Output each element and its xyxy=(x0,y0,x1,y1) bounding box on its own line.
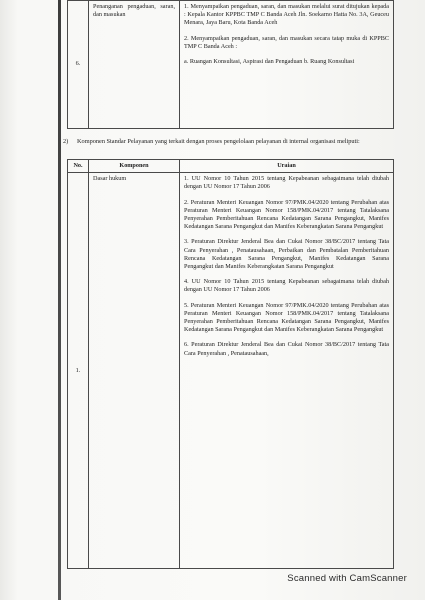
paragraph: 5. Peraturan Menteri Keuangan Nomor 97/PMK.04/2020 tentang Perubahan atas Peraturan Menteri Keuangan Nomor 158/PMK.04/2017 tentang Tatalaksana Penyerahan Pemberitahuan Rencana Kedatangan Sarana Pengangkut, Manifes Kedatangan Sarana Pengangkut dan Manifes Keberangkatan Sarana Pengangkut xyxy=(184,301,389,334)
row-number: 6. xyxy=(68,1,89,129)
description-cell xyxy=(180,1,394,129)
page-edge-shadow xyxy=(58,0,61,600)
header-no: No. xyxy=(68,160,89,173)
row-number: 1. xyxy=(68,173,89,569)
table-header-row xyxy=(68,160,394,173)
paragraph: 4. UU Nomor 10 Tahun 2015 tentang Kepabeanan sebagaimana telah diubah dengan UU Nomor 17 Tahun 2006 xyxy=(184,278,389,294)
paragraph: 1. Menyampaikan pengaduan, saran, dan masukan melalui surat ditujukan kepada : Kepala Kantor KPPBC TMP C Banda Aceh Jln. Soekarno Hatta No. 3A, Geuceu Menara, Jaya Baru, Kota Banda Aceh xyxy=(184,3,389,27)
section-text: Komponen Standar Pelayanan yang terkait dengan proses pengelolaan pelayanan di internal organisasi meliputi: xyxy=(77,138,360,145)
table-row xyxy=(68,173,394,569)
description-cell xyxy=(180,173,394,569)
paragraph: 6. Peraturan Direktur Jenderal Bea dan Cukai Nomor 38/BC/2017 tentang Tata Cara Penyerahan , Penatausahaan, xyxy=(184,341,389,357)
header-component: Komponen xyxy=(89,160,180,173)
scanner-watermark: Scanned with CamScanner xyxy=(287,573,407,584)
upper-table xyxy=(67,0,394,129)
paragraph: 3. Peraturan Direktur Jenderal Bea dan Cukai Nomor 38/BC/2017 tentang Tata Cara Penyerahan , Penatausahaan, Perbaikan dan Pembatalan Pemberitahuan Rencana Kedatangan Sarana Pengangkut, Manifes Kedatangan Sarana Pengangkut dan Manifes Keberangkatan Sarana Pengangkut xyxy=(184,238,389,271)
component-cell: Penanganan pengaduan, saran, dan masukan xyxy=(89,1,180,129)
lower-table xyxy=(67,159,394,569)
paragraph: 1. UU Nomor 10 Tahun 2015 tentang Kepabeanan sebagaimana telah diubah dengan UU Nomor 17 Tahun 2006 xyxy=(184,175,389,191)
table-row xyxy=(68,1,394,129)
paragraph: 2. Menyampaikan pengaduan, saran, dan masukan secara tatap muka di KPPBC TMP C Banda Aceh : xyxy=(184,34,389,50)
section-number: 2) xyxy=(63,138,69,145)
header-description: Uraian xyxy=(180,160,394,173)
paragraph: 2. Peraturan Menteri Keuangan Nomor 97/PMK.04/2020 tentang Perubahan atas Peraturan Menteri Keuangan Nomor 158/PMK.04/2017 tentang Tatalaksana Penyerahan Pemberitahuan Rencana Kedatangan Sarana Pengangkut, Manifes Kedatangan Sarana Pengangkut dan Manifes Keberangkatan Sarana Pengangkut xyxy=(184,198,389,231)
section-heading xyxy=(63,138,393,146)
component-cell: Dasar hukum xyxy=(89,173,180,569)
paragraph: a. Ruangan Konsultasi, Aspirasi dan Pengaduan b. Ruang Konsultasi xyxy=(184,58,355,66)
